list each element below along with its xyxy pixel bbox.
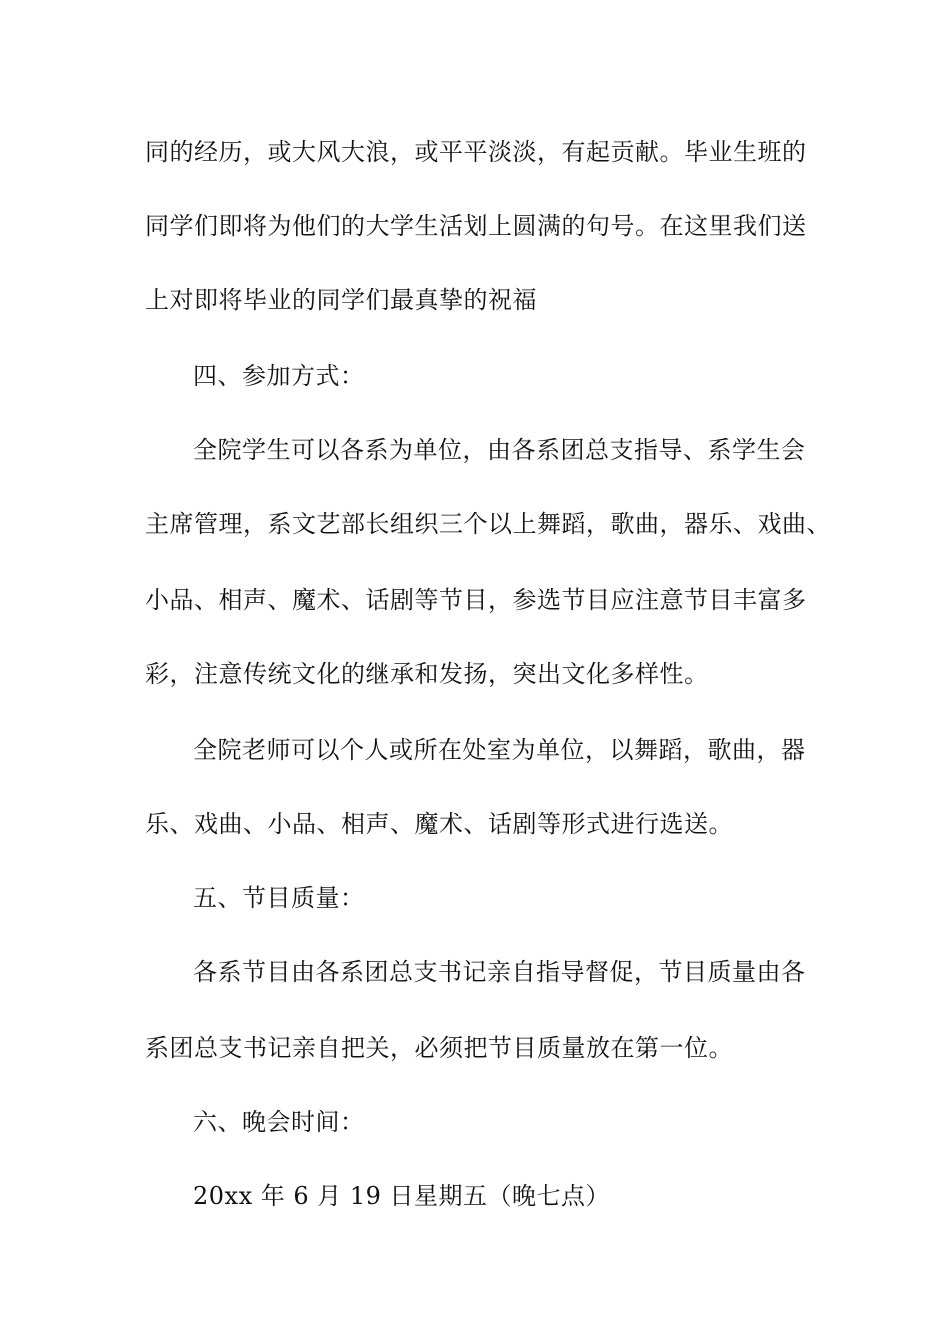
- paragraph-line: 上对即将毕业的同学们最真挚的祝福: [145, 286, 537, 314]
- section-heading: 四、参加方式：: [193, 362, 365, 390]
- paragraph-line: 同学们即将为他们的大学生活划上圆满的句号。在这里我们送: [145, 212, 807, 240]
- paragraph-line: 小品、相声、魔术、话剧等节目，参选节目应注意节目丰富多: [145, 586, 807, 614]
- paragraph-line: 全院学生可以各系为单位，由各系团总支指导、系学生会: [193, 436, 806, 464]
- section-heading: 六、晚会时间：: [193, 1108, 365, 1136]
- paragraph-line: 彩，注意传统文化的继承和发扬，突出文化多样性。: [145, 660, 709, 688]
- paragraph-line: 20xx 年 6 月 19 日星期五（晚七点）: [193, 1182, 611, 1210]
- section-heading: 五、节目质量：: [193, 884, 365, 912]
- paragraph-line: 同的经历，或大风大浪，或平平淡淡，有起贡献。毕业生班的: [145, 138, 807, 166]
- paragraph-line: 系团总支书记亲自把关，必须把节目质量放在第一位。: [145, 1034, 733, 1062]
- paragraph-line: 全院老师可以个人或所在处室为单位，以舞蹈，歌曲，器: [193, 736, 806, 764]
- paragraph-line: 各系节目由各系团总支书记亲自指导督促，节目质量由各: [193, 958, 806, 986]
- paragraph-line: 乐、戏曲、小品、相声、魔术、话剧等形式进行选送。: [145, 810, 733, 838]
- paragraph-line: 主席管理，系文艺部长组织三个以上舞蹈，歌曲，器乐、戏曲、: [145, 510, 831, 538]
